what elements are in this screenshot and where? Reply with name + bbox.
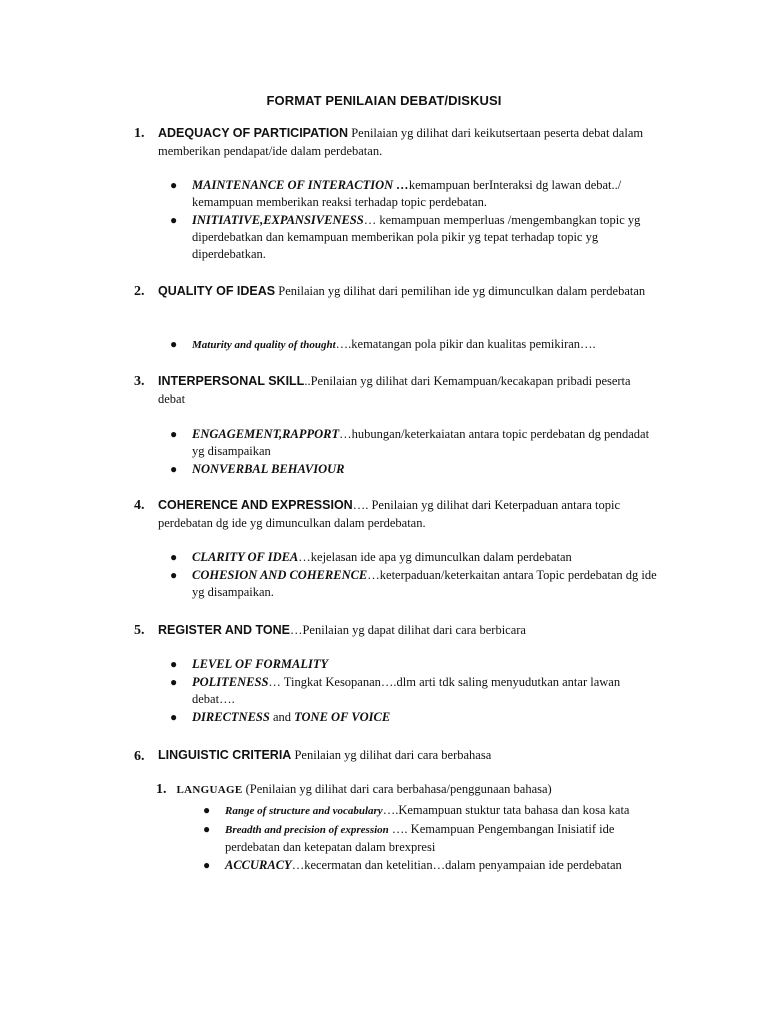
section-number: 4.	[134, 498, 145, 513]
section-text	[158, 282, 658, 300]
criterion-text: …. Kemampuan Pengembangan Inisiatif ide perdebatan dan ketepatan dalam brexpresi	[225, 822, 615, 854]
section-heading: REGISTER AND TONE	[158, 623, 290, 637]
bullet-icon: ●	[170, 178, 178, 192]
list-item	[170, 656, 660, 673]
list-item	[170, 426, 660, 460]
section-heading: INTERPERSONAL SKILL	[158, 374, 305, 388]
section-text	[158, 746, 658, 764]
section-number: 6.	[134, 749, 145, 764]
bullet-list	[170, 656, 660, 727]
criterion-term: ENGAGEMENT,RAPPORT	[192, 427, 340, 441]
criterion-term: CLARITY OF IDEA	[192, 550, 299, 564]
section-description: Penilaian yg dilihat dari pemilihan ide yg dimunculkan dalam perdebatan	[275, 284, 646, 298]
criterion-text: …hubungan/keterkaiatan antara topic perdebatan dg pendadat yg disampaikan	[192, 427, 650, 458]
bullet-icon: ●	[170, 657, 178, 671]
bullet-icon: ●	[203, 822, 211, 836]
section-number: 3.	[134, 374, 145, 389]
subsection-label: LANGUAGE	[176, 784, 243, 796]
criterion-text: …kejelasan ide apa yg dimunculkan dalam perdebatan	[298, 550, 572, 564]
bullet-list	[170, 336, 660, 355]
bullet-icon: ●	[170, 337, 178, 351]
section-text	[158, 124, 658, 160]
criterion-text: and	[269, 710, 295, 724]
section-heading: COHERENCE AND EXPRESSION	[158, 498, 353, 512]
criterion-text: kemampuan berInteraksi dg lawan debat../ kemampuan memberikan reaksi terhadap topic perdebatan.	[192, 178, 622, 209]
criterion-term: Range of structure and vocabulary	[225, 805, 383, 817]
section-heading: QUALITY OF IDEAS	[158, 284, 276, 298]
section-number: 5.	[134, 623, 145, 638]
bullet-icon: ●	[170, 462, 178, 476]
list-item	[203, 821, 653, 856]
criterion-term: POLITENESS	[192, 675, 269, 689]
bullet-list	[170, 549, 660, 602]
list-item	[170, 549, 660, 566]
section-heading: LINGUISTIC CRITERIA	[158, 748, 292, 762]
list-item	[170, 674, 660, 708]
section-text	[158, 372, 658, 408]
criterion-text: …keterpaduan/keterkaitan antara Topic perdebatan dg ide yg disampaikan.	[192, 568, 657, 599]
list-item	[203, 857, 653, 874]
list-item	[170, 709, 660, 726]
criterion-term: COHESION AND COHERENCE	[192, 568, 368, 582]
bullet-icon: ●	[170, 550, 178, 564]
criterion-term: NONVERBAL BEHAVIOUR	[192, 462, 345, 476]
criterion-term: Breadth and precision of expression	[225, 824, 389, 836]
criterion-term: ACCURACY	[225, 858, 292, 872]
section-number: 2.	[134, 284, 145, 299]
list-item	[170, 567, 660, 601]
list-item	[170, 461, 660, 478]
section-number: 1.	[134, 126, 145, 141]
criterion-term: LEVEL OF FORMALITY	[192, 657, 329, 671]
list-item	[170, 212, 660, 263]
bullet-list	[203, 802, 653, 875]
bullet-icon: ●	[170, 675, 178, 689]
criterion-text: …kecermatan dan ketelitian…dalam penyampaian ide perdebatan	[291, 858, 622, 872]
section-description: Penilaian yg dilihat dari keikutsertaan peserta debat dalam memberikan pendapat/ide dalam perdebatan.	[158, 126, 644, 158]
criterion-text: … Tingkat Kesopanan….dlm arti tdk saling menyudutkan antar lawan debat….	[192, 675, 621, 706]
criterion-term: INITIATIVE,EXPANSIVENESS	[192, 213, 364, 227]
bullet-list	[170, 177, 660, 264]
document-title: FORMAT PENILAIAN DEBAT/DISKUSI	[266, 93, 502, 108]
section-text	[158, 621, 658, 639]
section-description: ..Penilaian yg dilihat dari Kemampuan/kecakapan pribadi peserta debat	[158, 374, 631, 406]
section-description: Penilaian yg dilihat dari cara berbahasa	[291, 748, 492, 762]
list-item	[170, 336, 660, 354]
bullet-list	[170, 426, 660, 479]
subsection-number: 1.	[156, 782, 167, 797]
section-description: …Penilaian yg dapat dilihat dari cara berbicara	[289, 623, 526, 637]
criterion-text: ….kematangan pola pikir dan kualitas pemikiran….	[335, 337, 596, 351]
bullet-icon: ●	[170, 710, 178, 724]
criterion-text: ….Kemampuan stuktur tata bahasa dan kosa kata	[382, 803, 630, 817]
criterion-text: … kemampuan memperluas /mengembangkan topic yg diperdebatkan dan kemampuan memberikan pola pikir yg tepat terhadap topic yg diperdebatkan.	[192, 213, 641, 261]
list-item	[203, 802, 653, 820]
criterion-term: DIRECTNESS	[192, 710, 270, 724]
list-item	[170, 177, 660, 211]
bullet-icon: ●	[203, 858, 211, 872]
criterion-term: MAINTENANCE OF INTERACTION …	[192, 178, 409, 192]
bullet-icon: ●	[170, 427, 178, 441]
criterion-term: TONE OF VOICE	[294, 710, 391, 724]
subsection-heading	[156, 782, 552, 798]
subsection-description: (Penilaian yg dilihat dari cara berbahasa/penggunaan bahasa)	[242, 782, 552, 796]
section-description: …. Penilaian yg dilihat dari Keterpaduan antara topic perdebatan dg ide yg dimunculkan dalam perdebatan.	[158, 498, 620, 530]
section-heading: ADEQUACY OF PARTICIPATION	[158, 126, 349, 140]
bullet-icon: ●	[203, 803, 211, 817]
criterion-term: Maturity and quality of thought	[192, 339, 336, 351]
bullet-icon: ●	[170, 213, 178, 227]
bullet-icon: ●	[170, 568, 178, 582]
section-text	[158, 496, 658, 532]
